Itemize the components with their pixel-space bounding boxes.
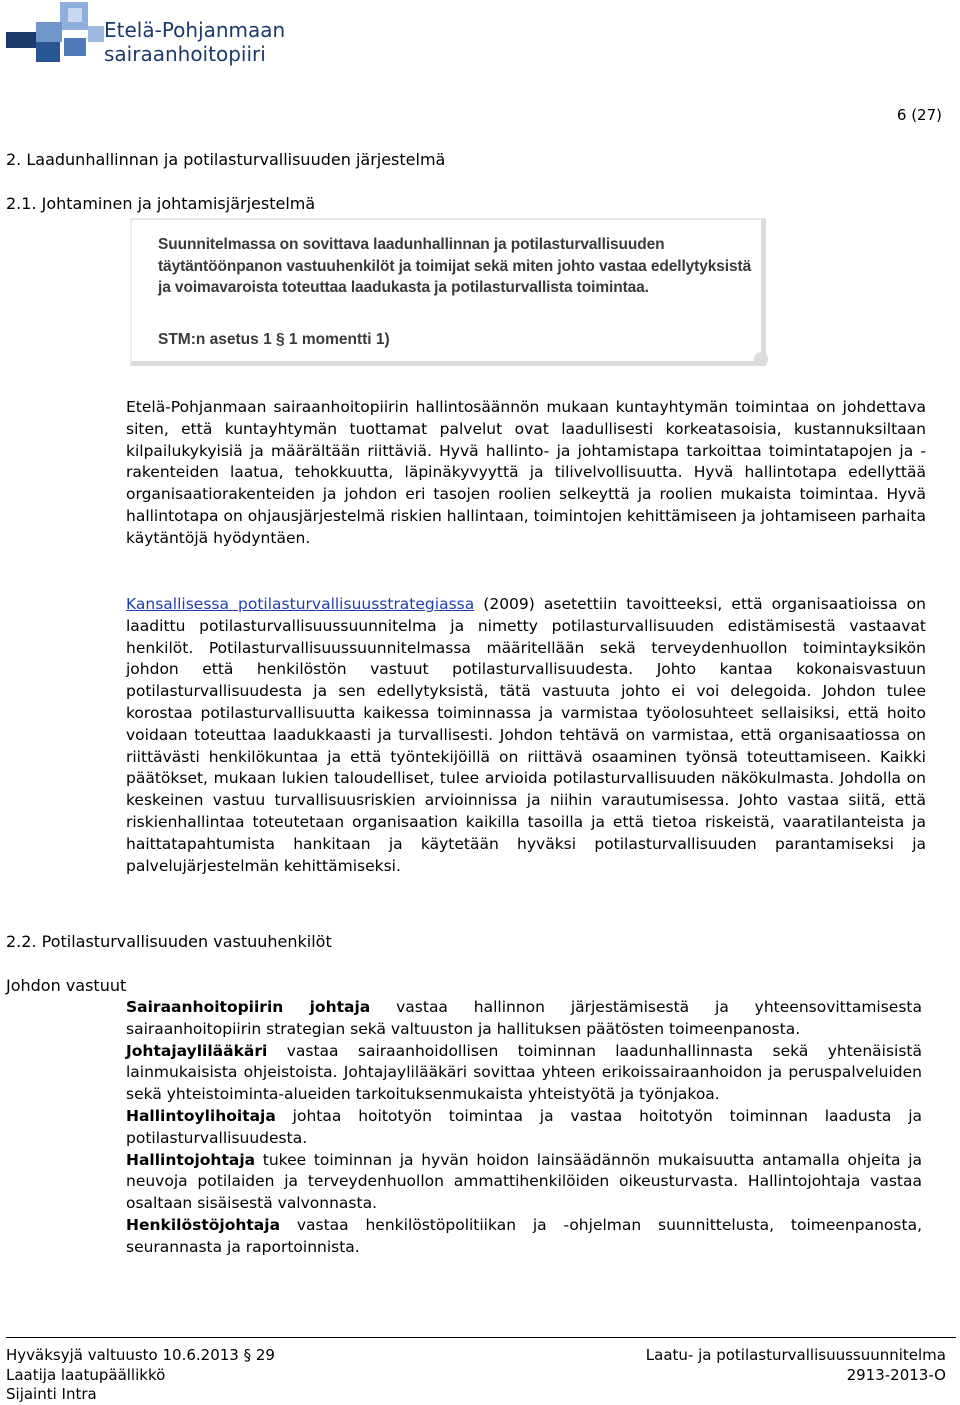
paragraph-strategy — [126, 594, 926, 877]
responsibility-item — [126, 1215, 922, 1259]
responsibility-role: Hallintojohtaja — [126, 1150, 256, 1169]
responsibility-role: Johtajaylilääkäri — [126, 1041, 268, 1060]
section-heading-2: 2. Laadunhallinnan ja potilasturvallisuuden järjestelmä — [6, 150, 446, 169]
logo-line1: Etelä-Pohjanmaan — [104, 18, 286, 42]
page-number: 6 (27) — [896, 106, 942, 124]
strategy-link[interactable]: Kansallisessa potilasturvallisuusstrategiassa — [126, 595, 475, 613]
footer-divider — [6, 1337, 956, 1338]
subheading-johdon-vastuut: Johdon vastuut — [6, 976, 127, 995]
paragraph-governance: Etelä-Pohjanmaan sairaanhoitopiirin hallintosäännön mukaan kuntayhtymän toimintaa on johdettava siten, että kuntayhtymän tuottamat palvelut ovat laadullisesti korkeatasoisia, kustannuksiltaan kilpailukykyisiä ja määrältään riittäviä. Hyvä hallinto- ja johtamistapa tarkoittaa toimintatapojen ja -rakenteiden laatua, tehokkuutta, läpinäkyvyyttä ja tilivelvollisuutta. Hyvä hallintotapa edellyttää organisaatiorakenteiden ja johdon eri tasojen roolien selkeyttä ja roolien mukaista toimintaa. Hyvä hallintotapa on ohjausjärjestelmä riskien hallintaan, toimintojen kehittämiseen ja johtamiseen parhaita käytäntöjä hyödyntäen. — [126, 398, 926, 547]
responsibility-text: vastaa sairaanhoidollisen toiminnan laadunhallinnasta sekä yhtenäisistä lainmukaisista ohjeistoista. Johtajaylilääkäri sovittaa yhteen erikoissairaanhoidon ja peruspalveluiden sekä yhteistoiminta-alueiden tarkoituksenmukaista yhteistyötä ja työnjakoa. — [126, 1041, 922, 1104]
paragraph-strategy-text: (2009) asetettiin tavoitteeksi, että organisaatioissa on laadittu potilasturvallisuussuunnitelma ja nimetty potilasturvallisuuden edistämisestä vastaavat henkilöt. Potilasturvallisuussuunnitelmassa määritellään sekä terveydenhuollon toimintayksikön johdon että henkilöstön vastuut potilasturvallisuudesta. Johto kantaa kokonaisvastuun potilasturvallisuudesta ja sen edellytyksistä, tätä vastuuta johto ei voi delegoida. Johdon tulee korostaa potilasturvallisuutta kaikessa toiminnassa ja varmistaa työolosuhteet sellaisiksi, että hoito voidaan toteuttaa laadukkaasti ja turvallisesti. Johdon tehtävä on varmistaa, että organisaatiossa on riittävästi henkilökuntaa ja että työntekijöillä on riittävä osaaminen työnsä toteuttamiseen. Kaikki päätökset, mukaan lukien taloudelliset, tulee arvioida potilasturvallisuuden näkökulmasta. Johdolla on keskeinen vastuu turvallisuusriskien arvioinnissa ja niihin varautumisessa. Johto vastaa siitä, että riskienhallintaa toteutetaan organisaation kaikilla tasoilla ja että tietoa riskeistä, vaaratilanteista ja haittatapahtumista hankitaan ja käytetään hyväksi potilasturvallisuuden parantamiseksi ja palvelujärjestelmän kehittämiseksi. — [126, 595, 926, 875]
quote-reference: STM:n asetus 1 § 1 momentti 1) — [158, 331, 390, 348]
responsibility-text: tukee toiminnan ja hyvän hoidon lainsäädännön mukaisuutta antamalla ohjeita ja neuvoja potilaiden ja terveydenhuollon ammattihenkilöiden oikeusturvasta. Hallintojohtaja vastaa osaltaan sisäisestä valvonnasta. — [126, 1150, 922, 1213]
organization-name — [104, 18, 285, 66]
footer-author: Laatija laatupäällikkö — [6, 1365, 166, 1384]
responsibility-role: Sairaanhoitopiirin johtaja — [126, 998, 371, 1016]
footer-doc-code: 2913-2013-O — [846, 1365, 946, 1384]
responsibility-item — [126, 997, 922, 1041]
quote-dot-icon — [754, 352, 768, 366]
responsibility-role: Henkilöstöjohtaja — [126, 1215, 281, 1234]
footer-location: Sijainti Intra — [6, 1385, 97, 1403]
responsibility-item — [126, 1106, 922, 1150]
organization-logo-icon — [6, 2, 104, 62]
responsibility-item — [126, 1041, 922, 1106]
section-heading-2-2: 2.2. Potilasturvallisuuden vastuuhenkilöt — [6, 932, 332, 951]
footer-approved: Hyväksyjä valtuusto 10.6.2013 § 29 — [6, 1346, 275, 1364]
responsibility-list — [126, 997, 922, 1259]
logo-line2: sairaanhoitopiiri — [104, 42, 266, 66]
footer-right — [646, 1346, 946, 1385]
quote-text: Suunnitelmassa on sovittava laadunhallinnan ja potilasturvallisuuden täytäntöönpanon vastuuhenkilöt ja toimijat sekä miten johto vastaa edellytyksistä ja voimavaroista toteuttaa laadukasta ja potilasturvallista toimintaa. — [158, 236, 752, 296]
footer-left — [6, 1346, 275, 1405]
responsibility-text: vastaa hallinnon järjestämisestä ja yhteensovittamisesta sairaanhoitopiirin strategian sekä valtuuston ja hallituksen päätösten toimeenpanosta. — [126, 998, 922, 1038]
footer-doc-title: Laatu- ja potilasturvallisuussuunnitelma — [645, 1346, 946, 1364]
section-heading-2-1: 2.1. Johtaminen ja johtamisjärjestelmä — [6, 194, 316, 213]
responsibility-role: Hallintoylihoitaja — [126, 1106, 276, 1125]
responsibility-text: vastaa henkilöstöpolitiikan ja -ohjelman suunnittelusta, toimeenpanosta, seurannasta ja raportoinnista. — [126, 1215, 922, 1256]
responsibility-item — [126, 1150, 922, 1215]
quote-box — [130, 218, 770, 368]
responsibility-text: johtaa hoitotyön toimintaa ja vastaa hoitotyön toiminnan laadusta ja potilasturvallisuudesta. — [126, 1106, 922, 1147]
